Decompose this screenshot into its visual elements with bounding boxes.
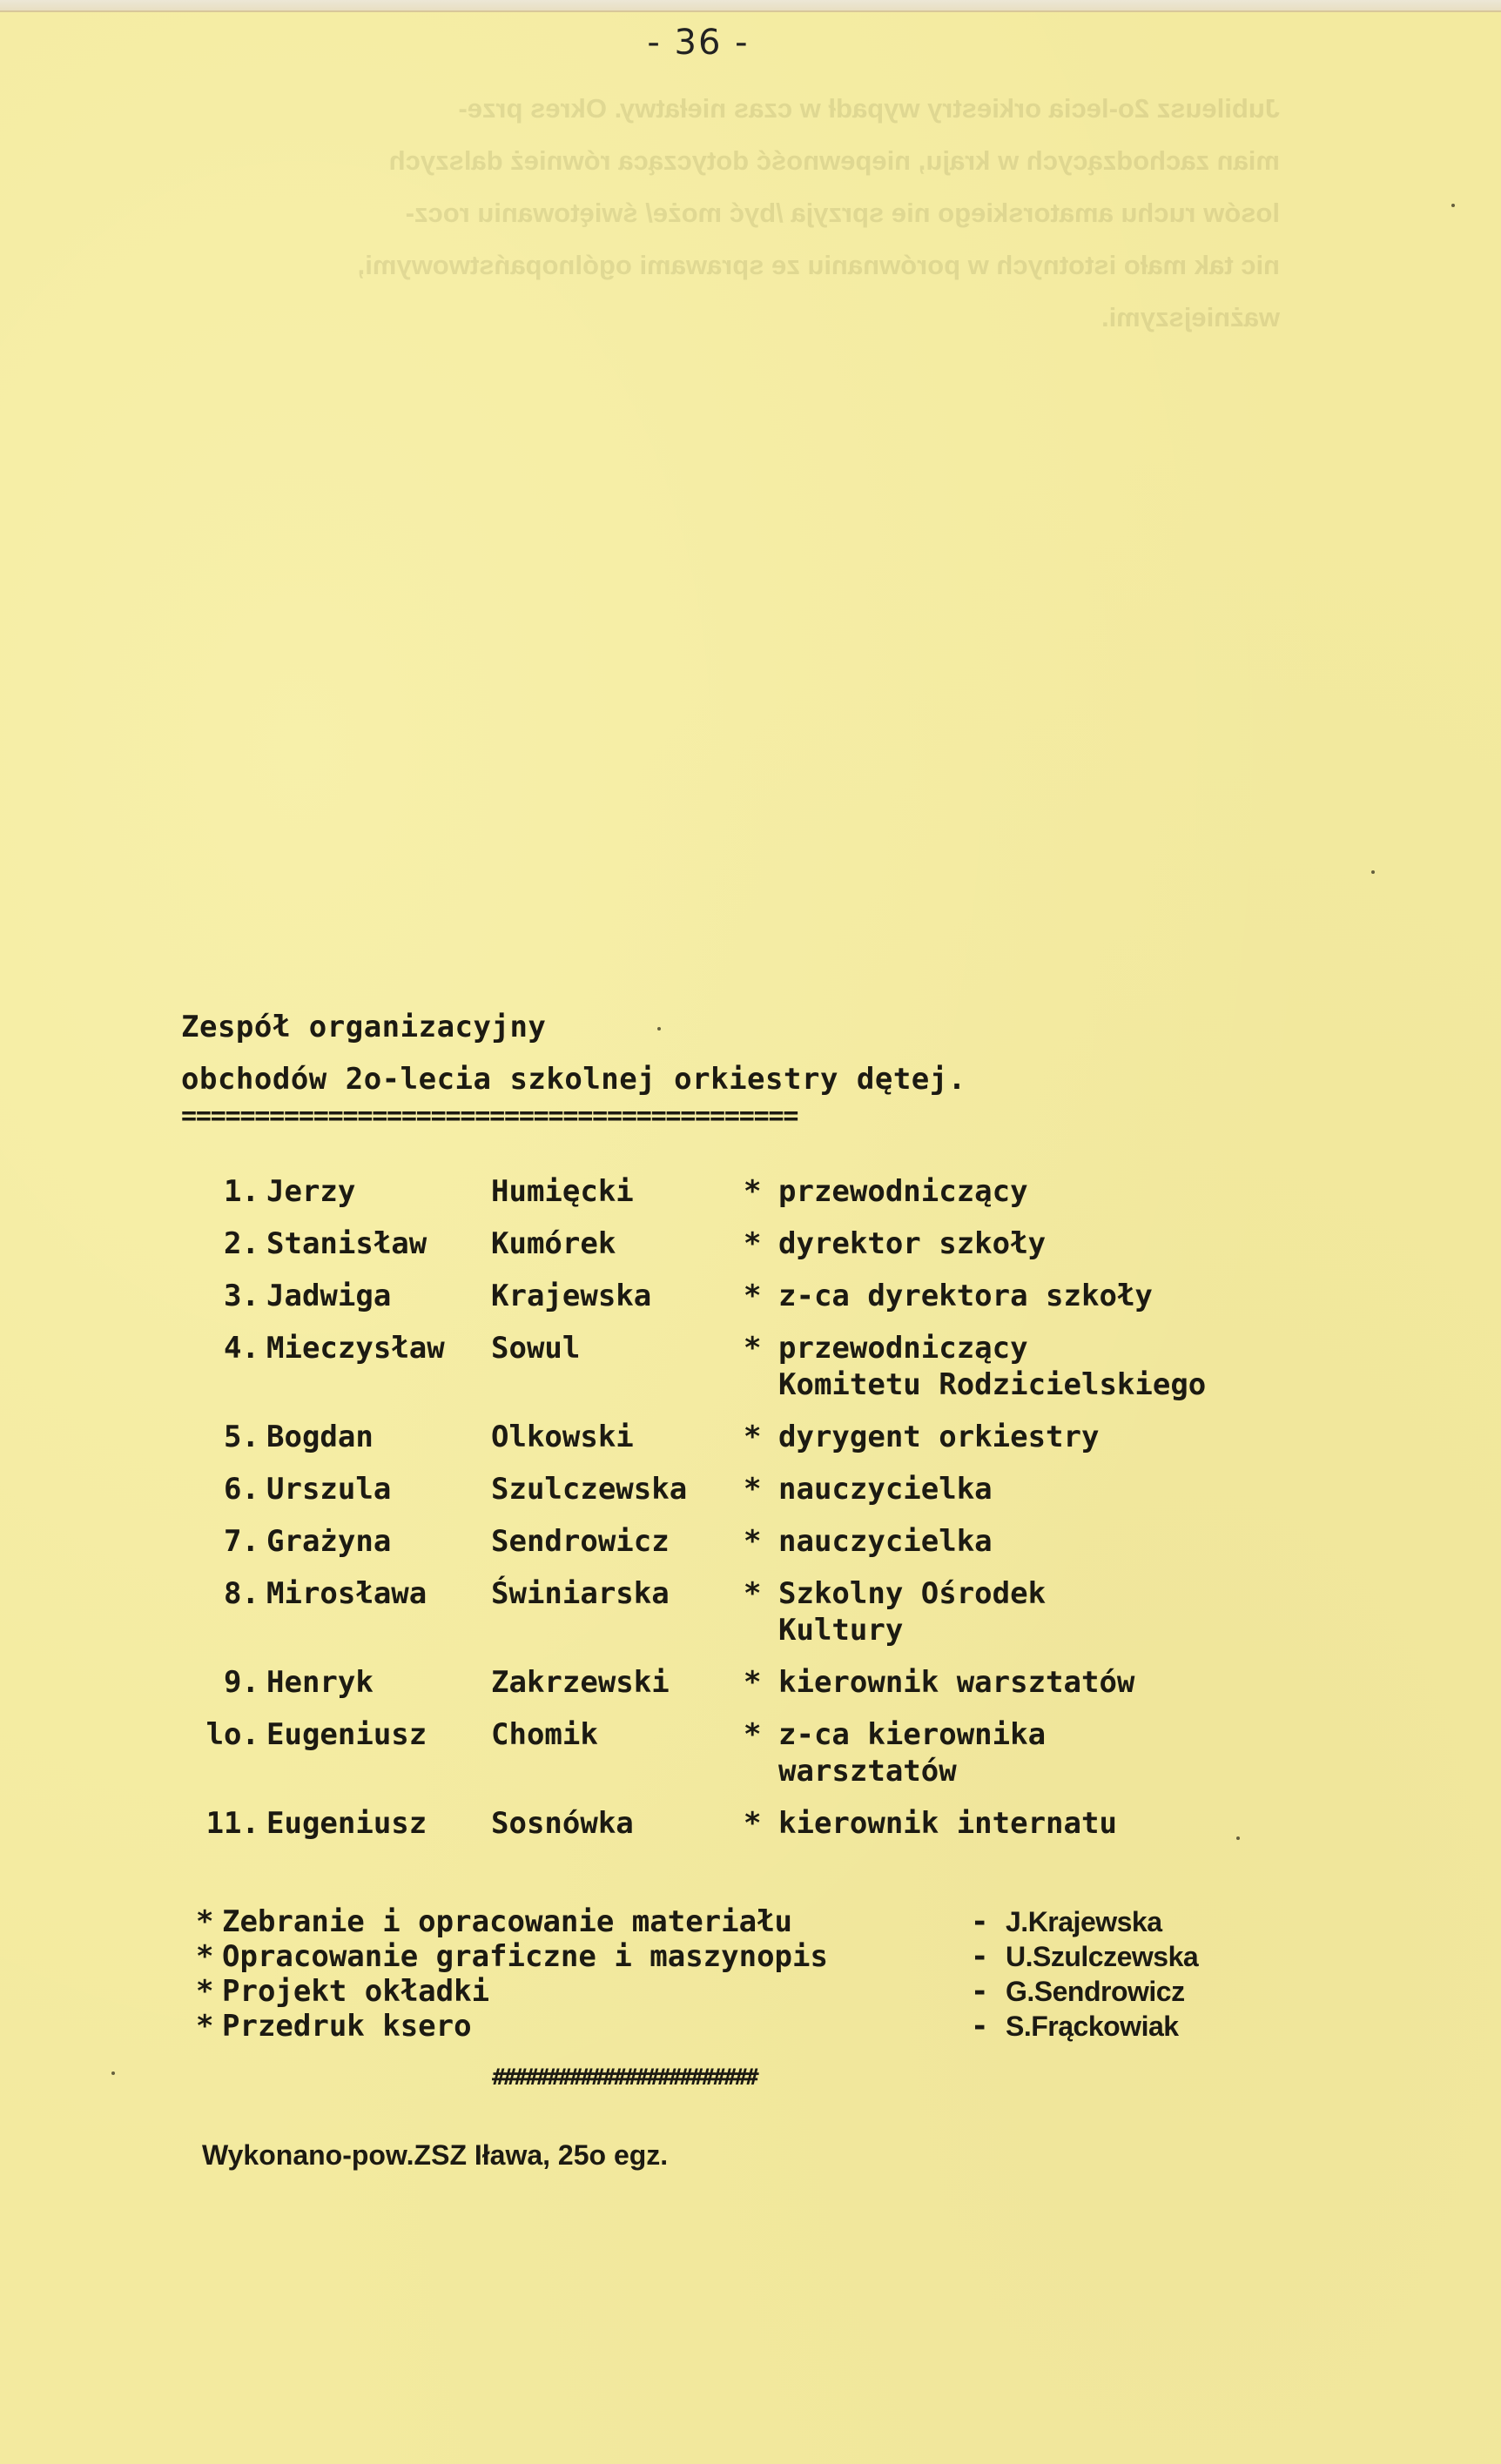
member-number: 3. — [224, 1279, 259, 1313]
member-role-line: nauczycielka — [778, 1472, 993, 1507]
member-role-line: kierownik warsztatów — [778, 1665, 1135, 1700]
credit-row — [196, 2009, 1267, 2044]
member-role-line: przewodniczący — [778, 1174, 1028, 1209]
member-row — [199, 1664, 1243, 1701]
credit-dash: - — [971, 1904, 989, 1939]
member-last-name: Sendrowicz — [491, 1524, 670, 1559]
member-number: 2. — [224, 1226, 259, 1261]
asterisk-marker: * — [744, 1806, 762, 1841]
heading-underline-rule: ========================================== — [181, 1101, 798, 1131]
member-role — [778, 1278, 1231, 1314]
member-role — [778, 1173, 1231, 1210]
member-first-name: Mirosława — [266, 1576, 427, 1611]
asterisk-marker: * — [744, 1279, 762, 1313]
member-last-name: Chomik — [491, 1717, 598, 1752]
scan-speck — [1236, 1836, 1240, 1840]
member-role-line: z-ca kierownika warsztatów — [778, 1717, 1047, 1789]
member-number: 9. — [224, 1665, 259, 1700]
print-footer: Wykonano-pow.ZSZ Iława, 25o egz. — [202, 2139, 669, 2171]
page-top-edge — [0, 0, 1501, 13]
member-row — [199, 1330, 1243, 1403]
member-last-name: Kumórek — [491, 1226, 616, 1261]
asterisk-marker: * — [744, 1420, 762, 1454]
members-list — [199, 1173, 1243, 1857]
asterisk-marker: * — [744, 1665, 762, 1700]
bleed-line: ważniejszymi. — [1101, 302, 1280, 332]
credit-task: Przedruk ksero — [222, 2009, 472, 2044]
member-first-name: Stanisław — [266, 1226, 427, 1261]
hash-divider: ######################## — [492, 2065, 757, 2091]
member-role-line: nauczycielka — [778, 1524, 993, 1559]
heading-line-1: Zespół organizacyjny — [181, 1010, 547, 1044]
credit-dash: - — [971, 1939, 989, 1974]
member-role — [778, 1330, 1231, 1403]
bleed-line: nic tak mało istotnych w porównaniu ze sprawami ogólnopaństwowymi, — [357, 250, 1280, 280]
asterisk-marker: * — [744, 1472, 762, 1507]
member-number: 4. — [224, 1331, 259, 1366]
member-row — [199, 1278, 1243, 1314]
member-last-name: Olkowski — [491, 1420, 634, 1454]
scan-speck — [657, 1027, 661, 1031]
member-last-name: Sowul — [491, 1331, 581, 1366]
credits-list — [196, 1904, 1267, 2044]
asterisk-marker: * — [744, 1524, 762, 1559]
bleed-line: mian zachodzących w kraju, niepewność dotycząca również dalszych — [388, 145, 1280, 176]
member-role-line: Komitetu Rodzicielskiego — [778, 1367, 1207, 1402]
member-role — [778, 1664, 1231, 1701]
member-role-line: Szkolny Ośrodek — [778, 1576, 1047, 1611]
bleed-line: Jubileusz 2o-lecia orkiestry wypadł w czas niełatwy. Okres prze- — [458, 93, 1280, 124]
credit-task: Zebranie i opracowanie materiału — [222, 1904, 793, 1939]
member-row — [199, 1471, 1243, 1507]
member-last-name: Szulczewska — [491, 1472, 688, 1507]
member-last-name: Sosnówka — [491, 1806, 634, 1841]
member-first-name: Bogdan — [266, 1420, 374, 1454]
asterisk-marker: * — [744, 1717, 762, 1752]
credit-row — [196, 1904, 1267, 1939]
heading-line-2: obchodów 2o-lecia szkolnej orkiestry dętej. — [181, 1062, 966, 1097]
credit-person: J.Krajewska — [1006, 1906, 1162, 1937]
section-heading — [181, 1001, 966, 1131]
asterisk-marker: * — [196, 2009, 214, 2044]
member-role-line: z-ca dyrektora szkoły — [778, 1279, 1153, 1313]
member-role-line: przewodniczący — [778, 1331, 1028, 1366]
member-role-line: dyrektor szkoły — [778, 1226, 1047, 1261]
member-number: 5. — [224, 1420, 259, 1454]
member-first-name: Mieczysław — [266, 1331, 445, 1366]
credit-task: Opracowanie graficzne i maszynopis — [222, 1939, 828, 1974]
member-number: 7. — [224, 1524, 259, 1559]
asterisk-marker: * — [744, 1174, 762, 1209]
member-role — [778, 1419, 1231, 1455]
member-number: lo. — [205, 1717, 259, 1752]
credit-dash: - — [971, 2009, 989, 2044]
member-first-name: Urszula — [266, 1472, 392, 1507]
member-role — [778, 1716, 1231, 1789]
member-last-name: Zakrzewski — [491, 1665, 670, 1700]
credit-row — [196, 1939, 1267, 1974]
credit-person: U.Szulczewska — [1006, 1941, 1199, 1972]
member-last-name: Świniarska — [491, 1576, 670, 1611]
member-role — [778, 1471, 1231, 1507]
member-first-name: Jerzy — [266, 1174, 356, 1209]
scan-speck — [1371, 870, 1375, 874]
asterisk-marker: * — [196, 1974, 214, 2009]
member-last-name: Krajewska — [491, 1279, 652, 1313]
member-role — [778, 1575, 1231, 1648]
member-row — [199, 1575, 1243, 1648]
bleed-line: losów ruchu amatorskiego nie sprzyja /być może/ świętowaniu rocz- — [405, 198, 1280, 228]
member-number: 6. — [224, 1472, 259, 1507]
credit-dash: - — [971, 1974, 989, 2009]
member-first-name: Jadwiga — [266, 1279, 392, 1313]
member-row — [199, 1716, 1243, 1789]
asterisk-marker: * — [196, 1939, 214, 1974]
member-role — [778, 1523, 1231, 1560]
member-first-name: Grażyna — [266, 1524, 392, 1559]
scan-speck — [1451, 204, 1455, 207]
bleed-through-text — [183, 83, 1280, 344]
member-role-line: Kultury — [778, 1613, 904, 1648]
member-row — [199, 1419, 1243, 1455]
page-number: - 36 - — [647, 23, 750, 63]
member-role — [778, 1805, 1231, 1842]
asterisk-marker: * — [744, 1331, 762, 1366]
member-row — [199, 1173, 1243, 1210]
member-row — [199, 1523, 1243, 1560]
asterisk-marker: * — [744, 1226, 762, 1261]
credit-person: S.Frąckowiak — [1006, 2011, 1179, 2042]
member-first-name: Eugeniusz — [266, 1717, 427, 1752]
scan-speck — [111, 2071, 115, 2075]
member-number: 8. — [224, 1576, 259, 1611]
credit-person: G.Sendrowicz — [1006, 1976, 1185, 2007]
asterisk-marker: * — [744, 1576, 762, 1611]
member-number: 11. — [205, 1806, 259, 1841]
credit-row — [196, 1974, 1267, 2009]
member-first-name: Henryk — [266, 1665, 374, 1700]
member-last-name: Humięcki — [491, 1174, 634, 1209]
member-number: 1. — [224, 1174, 259, 1209]
member-first-name: Eugeniusz — [266, 1806, 427, 1841]
member-row — [199, 1805, 1243, 1842]
member-role — [778, 1225, 1231, 1262]
member-role-line: kierownik internatu — [778, 1806, 1117, 1841]
member-role-line: dyrygent orkiestry — [778, 1420, 1100, 1454]
asterisk-marker: * — [196, 1904, 214, 1939]
credit-task: Projekt okładki — [222, 1974, 490, 2009]
member-row — [199, 1225, 1243, 1262]
